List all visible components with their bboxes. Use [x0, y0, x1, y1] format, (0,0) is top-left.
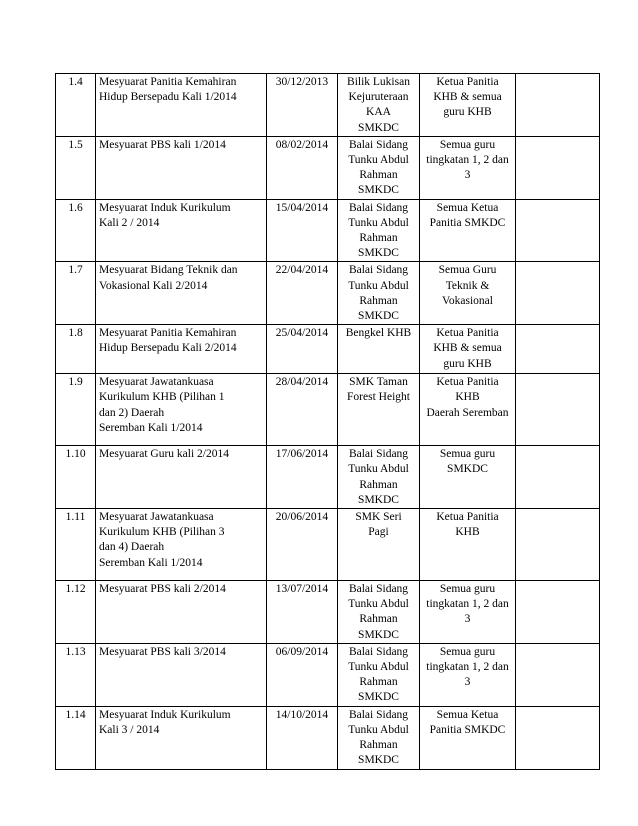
- item-number: 1.10: [56, 446, 96, 509]
- meeting-date: 30/12/2013: [267, 74, 338, 137]
- item-number: 1.12: [56, 581, 96, 644]
- empty-cell: [516, 581, 600, 644]
- meeting-venue: Balai Sidang Tunku Abdul Rahman SMKDC: [338, 581, 420, 644]
- table-row: [56, 581, 600, 644]
- item-number: 1.4: [56, 74, 96, 137]
- meeting-name: Mesyuarat PBS kali 2/2014: [96, 581, 267, 644]
- empty-cell: [516, 446, 600, 509]
- meeting-attendees: Semua Ketua Panitia SMKDC: [420, 199, 516, 262]
- meeting-name: Mesyuarat Guru kali 2/2014: [96, 446, 267, 509]
- meeting-attendees: Semua guru tingkatan 1, 2 dan 3: [420, 136, 516, 199]
- meeting-attendees: Ketua Panitia KHB & semua guru KHB: [420, 325, 516, 374]
- meeting-date: 28/04/2014: [267, 374, 338, 446]
- meeting-venue: SMK Taman Forest Height: [338, 374, 420, 446]
- item-number: 1.8: [56, 325, 96, 374]
- item-number: 1.5: [56, 136, 96, 199]
- meeting-date: 14/10/2014: [267, 706, 338, 769]
- table-row: [56, 374, 600, 446]
- table-row: [56, 325, 600, 374]
- table-row: [56, 136, 600, 199]
- meeting-name: Mesyuarat PBS kali 1/2014: [96, 136, 267, 199]
- meeting-schedule-table: [55, 73, 600, 770]
- meeting-venue: Balai Sidang Tunku Abdul Rahman SMKDC: [338, 643, 420, 706]
- meeting-attendees: Ketua Panitia KHB: [420, 509, 516, 581]
- meeting-name: Mesyuarat Induk Kurikulum Kali 2 / 2014: [96, 199, 267, 262]
- meeting-date: 06/09/2014: [267, 643, 338, 706]
- item-number: 1.11: [56, 509, 96, 581]
- empty-cell: [516, 136, 600, 199]
- meeting-date: 13/07/2014: [267, 581, 338, 644]
- empty-cell: [516, 325, 600, 374]
- item-number: 1.13: [56, 643, 96, 706]
- meeting-date: 25/04/2014: [267, 325, 338, 374]
- empty-cell: [516, 74, 600, 137]
- meeting-venue: SMK Seri Pagi: [338, 509, 420, 581]
- meeting-name: Mesyuarat Induk Kurikulum Kali 3 / 2014: [96, 706, 267, 769]
- meeting-name: Mesyuarat Jawatankuasa Kurikulum KHB (Pilihan 3 dan 4) Daerah Seremban Kali 1/2014: [96, 509, 267, 581]
- meeting-date: 17/06/2014: [267, 446, 338, 509]
- meeting-attendees: Semua guru tingkatan 1, 2 dan 3: [420, 581, 516, 644]
- meeting-date: 08/02/2014: [267, 136, 338, 199]
- item-number: 1.9: [56, 374, 96, 446]
- empty-cell: [516, 199, 600, 262]
- empty-cell: [516, 509, 600, 581]
- meeting-attendees: Semua guru SMKDC: [420, 446, 516, 509]
- empty-cell: [516, 262, 600, 325]
- meeting-date: 20/06/2014: [267, 509, 338, 581]
- meeting-venue: Balai Sidang Tunku Abdul Rahman SMKDC: [338, 446, 420, 509]
- empty-cell: [516, 374, 600, 446]
- meeting-venue: Balai Sidang Tunku Abdul Rahman SMKDC: [338, 199, 420, 262]
- item-number: 1.7: [56, 262, 96, 325]
- meeting-attendees: Semua guru tingkatan 1, 2 dan 3: [420, 643, 516, 706]
- meeting-name: Mesyuarat Panitia Kemahiran Hidup Bersepadu Kali 2/2014: [96, 325, 267, 374]
- item-number: 1.6: [56, 199, 96, 262]
- table-row: [56, 643, 600, 706]
- table-row: [56, 706, 600, 769]
- meeting-venue: Balai Sidang Tunku Abdul Rahman SMKDC: [338, 136, 420, 199]
- table-row: [56, 446, 600, 509]
- meeting-date: 22/04/2014: [267, 262, 338, 325]
- meeting-attendees: Ketua Panitia KHB Daerah Seremban: [420, 374, 516, 446]
- empty-cell: [516, 643, 600, 706]
- meeting-venue: Bilik Lukisan Kejuruteraan KAA SMKDC: [338, 74, 420, 137]
- table-row: [56, 262, 600, 325]
- meeting-venue: Bengkel KHB: [338, 325, 420, 374]
- meeting-name: Mesyuarat Panitia Kemahiran Hidup Bersepadu Kali 1/2014: [96, 74, 267, 137]
- meeting-venue: Balai Sidang Tunku Abdul Rahman SMKDC: [338, 706, 420, 769]
- meeting-venue: Balai Sidang Tunku Abdul Rahman SMKDC: [338, 262, 420, 325]
- table-row: [56, 74, 600, 137]
- item-number: 1.14: [56, 706, 96, 769]
- meeting-name: Mesyuarat PBS kali 3/2014: [96, 643, 267, 706]
- meeting-attendees: Semua Ketua Panitia SMKDC: [420, 706, 516, 769]
- table-row: [56, 509, 600, 581]
- meeting-attendees: Ketua Panitia KHB & semua guru KHB: [420, 74, 516, 137]
- meeting-name: Mesyuarat Jawatankuasa Kurikulum KHB (Pilihan 1 dan 2) Daerah Seremban Kali 1/2014: [96, 374, 267, 446]
- meeting-date: 15/04/2014: [267, 199, 338, 262]
- meeting-attendees: Semua Guru Teknik & Vokasional: [420, 262, 516, 325]
- empty-cell: [516, 706, 600, 769]
- table-row: [56, 199, 600, 262]
- meeting-name: Mesyuarat Bidang Teknik dan Vokasional Kali 2/2014: [96, 262, 267, 325]
